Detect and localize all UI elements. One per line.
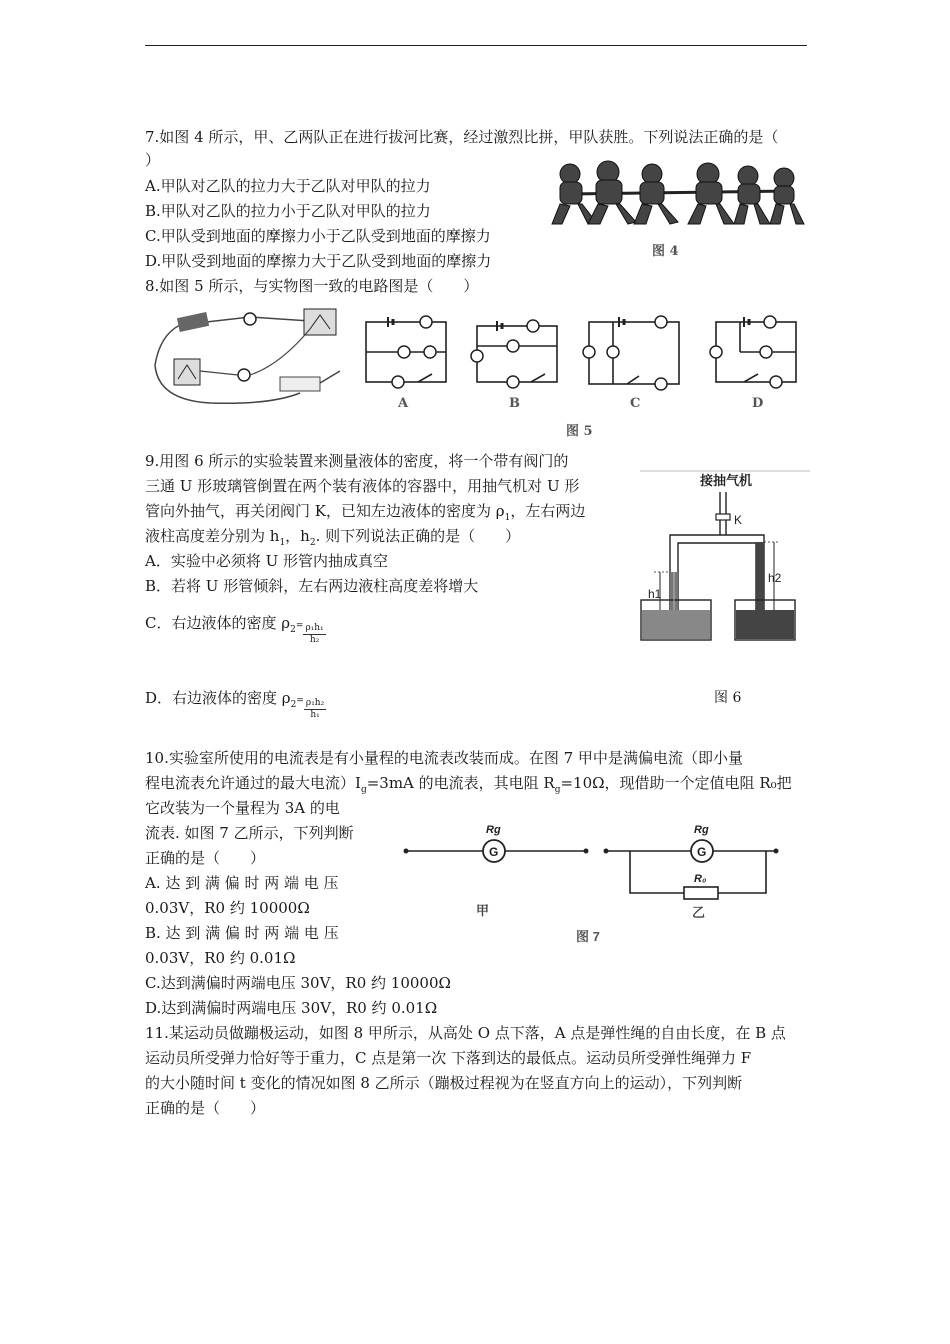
q7-stem-line2: ）	[145, 151, 161, 169]
q9-rho1-sub: 1	[504, 513, 511, 523]
r0-label: R₀	[694, 873, 707, 885]
q7-option-d: D.甲队受到地面的摩擦力大于乙队受到地面的摩擦力	[145, 252, 492, 270]
q7-option-a: A.甲队对乙队的拉力大于乙队对甲队的拉力	[145, 177, 431, 195]
gauge-g-label-right: G	[697, 845, 707, 859]
q8-label-a: A	[398, 396, 409, 411]
q9-option-c-denominator: h₂	[309, 635, 320, 645]
physical-circuit-figure	[150, 305, 346, 411]
q9-option-d-numerator: ρ₁h₂	[305, 698, 325, 708]
q9-after-rho: ，左右两边	[510, 502, 586, 520]
label-yi: 乙	[692, 905, 706, 920]
q8-label-b: B	[509, 396, 520, 411]
q11-line1: 11.某运动员做蹦极运动，如图 8 甲所示，从高处 O 点下落，A 点是弹性绳的自由长度，在 B 点	[145, 1024, 786, 1042]
q10-option-b-line2: 0.03V，R0 约 0.01Ω	[145, 949, 296, 967]
q9-stem-line4-a: 液柱高度差分别为 h	[145, 527, 280, 545]
label-jia: 甲	[476, 903, 490, 918]
q9-option-a: A．实验中必须将 U 形管内抽成真空	[145, 552, 389, 570]
q10-stem-line2-b: =3mA 的电流表，其电阻 R	[366, 774, 555, 792]
q8-stem: 8.如图 5 所示，与实物图一致的电路图是（ ）	[145, 277, 479, 295]
q9-figure-caption: 图 6	[714, 690, 742, 706]
gauge-g-label-left: G	[489, 845, 499, 859]
q9-option-d-rho2-sub: 2	[290, 700, 297, 710]
q10-stem-line2-c: =10Ω，现借助一个定值电阻 R₀把	[560, 774, 792, 792]
valve-k-label: K	[734, 513, 743, 527]
q8-figure-caption: 图 5	[566, 424, 593, 439]
q9-option-d-fraction	[304, 698, 326, 721]
circuit-diagram-a	[356, 312, 456, 394]
circuit-diagram-c	[579, 312, 689, 394]
q9-stem-line4-b: ，h	[285, 527, 310, 545]
q9-option-c-fraction	[303, 623, 325, 646]
q7-option-c: C.甲队受到地面的摩擦力小于乙队受到地面的摩擦力	[145, 227, 491, 245]
q9-option-d	[145, 686, 326, 721]
rg-label-right: Rg	[694, 824, 709, 836]
tug-of-war-figure	[548, 158, 808, 230]
q8-label-c: C	[630, 396, 641, 411]
q7-figure-caption: 图 4	[652, 244, 679, 259]
ammeter-figure	[400, 815, 780, 945]
q9-h2-sub: 2	[309, 538, 316, 548]
h2-label: h2	[768, 571, 782, 585]
q10-option-d: D.达到满偏时两端电压 30V，R0 约 0.01Ω	[145, 999, 438, 1017]
q9-option-d-equals: =	[296, 696, 304, 706]
q9-option-c-numerator: ρ₁h₁	[305, 623, 324, 633]
q10-figure-caption: 图 7	[576, 929, 600, 944]
q8-label-d: D	[752, 396, 764, 411]
q9-option-c	[145, 611, 326, 646]
q7-option-b: B.甲队对乙队的拉力小于乙队对甲队的拉力	[145, 202, 431, 220]
q11-line4: 正确的是（ ）	[145, 1099, 266, 1117]
circuit-diagram-b	[467, 312, 567, 394]
q9-option-c-rho2-sub: 2	[290, 625, 296, 635]
q10-stem-line5: 正确的是（ ）	[145, 849, 266, 867]
q10-stem-line4: 流表. 如图 7 乙所示，下列判断	[145, 824, 354, 842]
q10-stem-line1: 10.实验室所使用的电流表是有小量程的电流表改装而成。在图 7 甲中是满偏电流（即小量	[145, 749, 743, 767]
q9-option-c-equals: =	[295, 621, 304, 631]
q10-option-c: C.达到满偏时两端电压 30V，R0 约 10000Ω	[145, 974, 451, 992]
u-tube-figure	[640, 470, 810, 642]
q10-option-b-line1: B. 达 到 满 偏 时 两 端 电 压	[145, 924, 339, 942]
u-tube-figure-title: 接抽气机	[700, 473, 753, 488]
q9-option-b: B．若将 U 形管倾斜，左右两边液柱高度差将增大	[145, 577, 479, 595]
q9-stem-line1: 9.用图 6 所示的实验装置来测量液体的密度，将一个带有阀门的	[145, 452, 569, 470]
q11-line2: 运动员所受弹力恰好等于重力，C 点是第一次 下落到达的最低点。运动员所受弹性绳弹力 F	[145, 1049, 752, 1067]
q9-stem-line2: 三通 U 形玻璃管倒置在两个装有液体的容器中，用抽气机对 U 形	[145, 477, 580, 495]
q9-option-c-text: C．右边液体的密度 ρ	[145, 614, 291, 632]
q9-h1-sub: 1	[279, 538, 286, 548]
q9-option-d-denominator: h₁	[310, 710, 320, 720]
q10-rg-sub: g	[554, 785, 561, 795]
q7-stem-line1: 7.如图 4 所示，甲、乙两队正在进行拔河比赛，经过激烈比拼，甲队获胜。下列说法正确的是（	[145, 128, 779, 146]
header-rule	[145, 45, 807, 46]
q9-option-d-text: D．右边液体的密度 ρ	[145, 689, 291, 707]
q9-stem-line3-text: 管向外抽气，再关闭阀门 K，已知左边液体的密度为 ρ	[145, 502, 505, 520]
q10-option-a-line2: 0.03V，R0 约 10000Ω	[145, 899, 310, 917]
rg-label-left: Rg	[486, 824, 501, 836]
q10-stem-line2-a: 程电流表允许通过的最大电流）I	[145, 774, 361, 792]
circuit-diagram-d	[706, 312, 806, 394]
h1-label: h1	[648, 587, 662, 601]
q10-ig-sub: g	[360, 785, 367, 795]
q10-stem-line3: 它改装为一个量程为 3A 的电	[145, 799, 340, 817]
q10-option-a-line1: A. 达 到 满 偏 时 两 端 电 压	[145, 874, 339, 892]
q11-line3: 的大小随时间 t 变化的情况如图 8 乙所示（蹦极过程视为在竖直方向上的运动），下列判断	[145, 1074, 743, 1092]
q9-stem-line4-c: . 则下列说法正确的是（ ）	[315, 527, 521, 545]
